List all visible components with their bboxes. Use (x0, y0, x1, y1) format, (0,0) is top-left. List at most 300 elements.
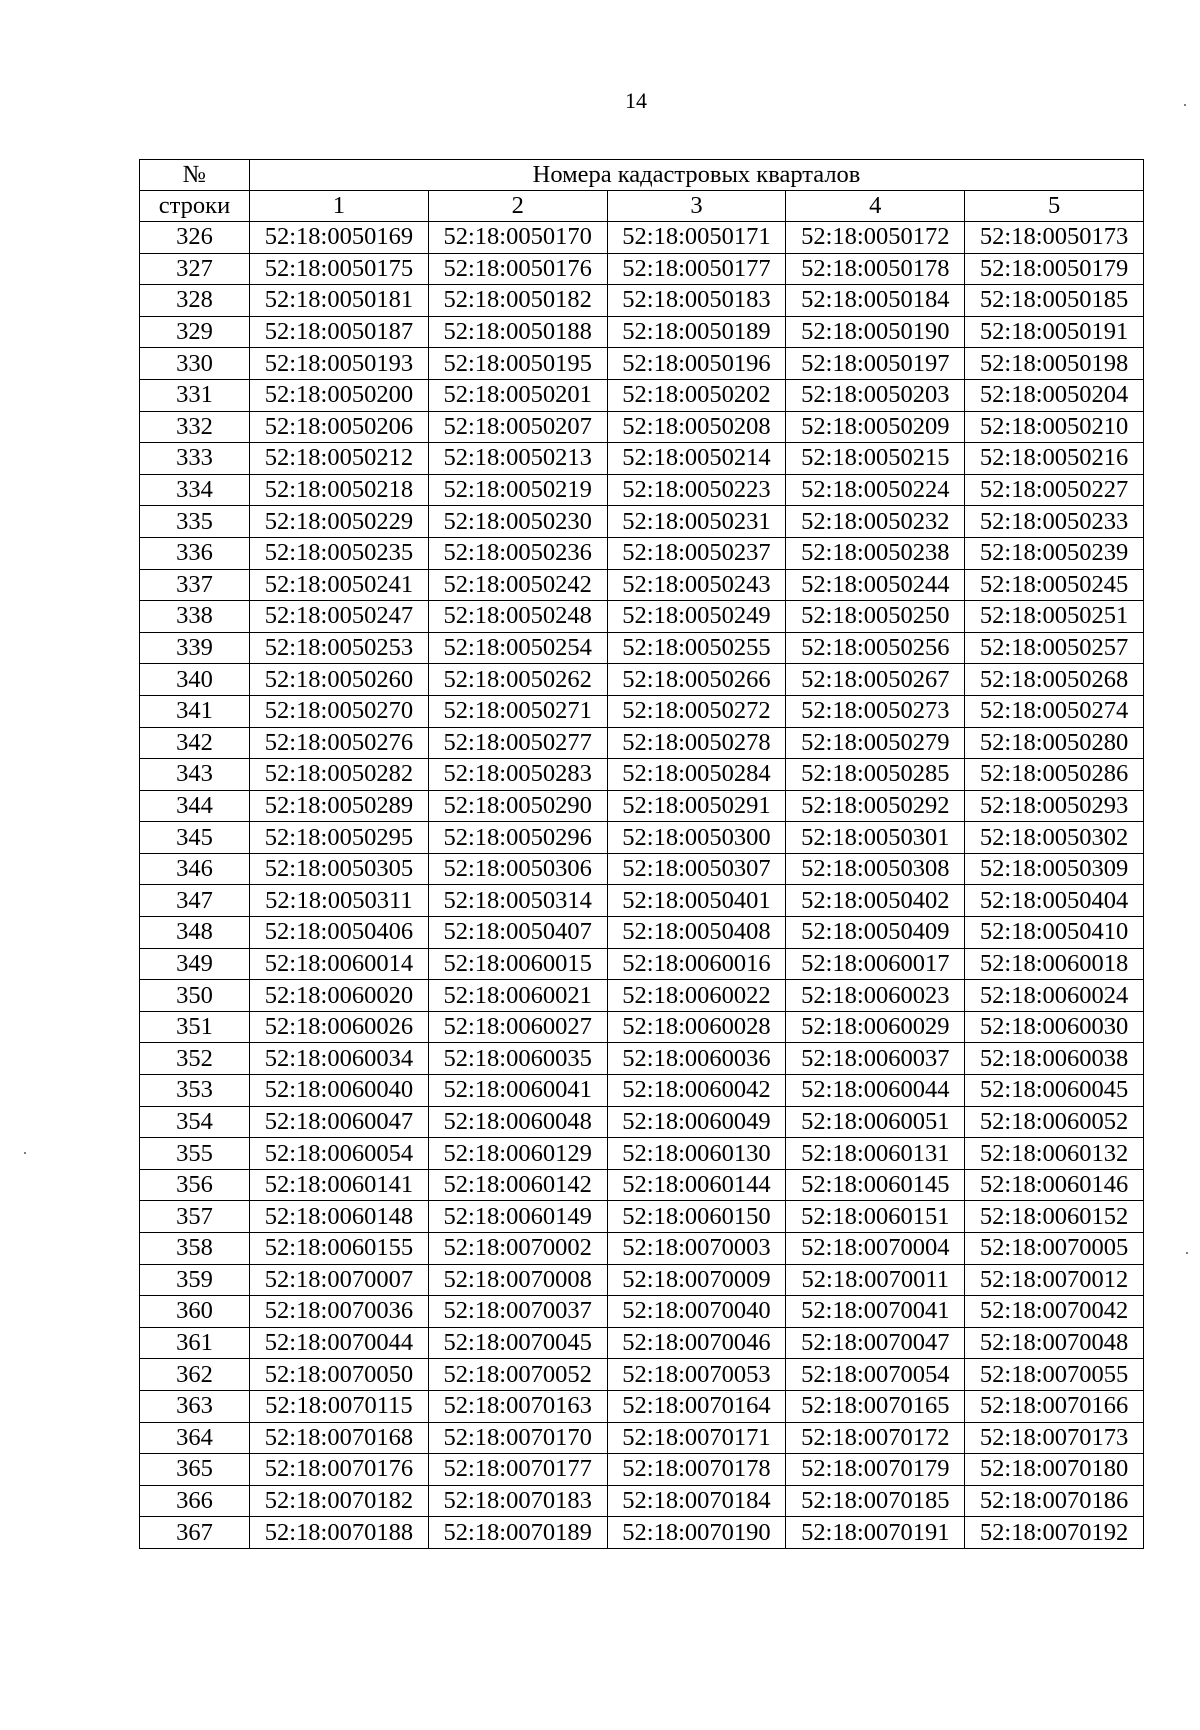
cadastral-number-cell: 52:18:0050169 (250, 222, 429, 254)
row-number: 339 (140, 632, 250, 664)
cadastral-number-cell: 52:18:0050284 (607, 759, 786, 791)
table-row (140, 790, 1144, 822)
cadastral-number-cell: 52:18:0060037 (786, 1043, 965, 1075)
cadastral-number-cell: 52:18:0060014 (250, 948, 429, 980)
cadastral-number-cell: 52:18:0060130 (607, 1138, 786, 1170)
cadastral-number-cell: 52:18:0070046 (607, 1327, 786, 1359)
table-row (140, 853, 1144, 885)
cadastral-number-cell: 52:18:0050277 (428, 727, 607, 759)
cadastral-number-cell: 52:18:0050181 (250, 285, 429, 317)
table-body (140, 222, 1144, 1549)
cadastral-number-cell: 52:18:0050295 (250, 822, 429, 854)
table-row (140, 632, 1144, 664)
cadastral-number-cell: 52:18:0070186 (965, 1485, 1144, 1517)
column-number-1: 1 (250, 191, 429, 222)
table-row (140, 285, 1144, 317)
scan-speck (24, 1152, 26, 1154)
cadastral-number-cell: 52:18:0050289 (250, 790, 429, 822)
column-number-3: 3 (607, 191, 786, 222)
cadastral-number-cell: 52:18:0050407 (428, 917, 607, 949)
cadastral-number-cell: 52:18:0050309 (965, 853, 1144, 885)
cadastral-number-cell: 52:18:0070190 (607, 1517, 786, 1549)
cadastral-number-cell: 52:18:0060041 (428, 1075, 607, 1107)
cadastral-number-cell: 52:18:0050256 (786, 632, 965, 664)
cadastral-number-cell: 52:18:0050245 (965, 569, 1144, 601)
row-number: 363 (140, 1390, 250, 1422)
cadastral-number-cell: 52:18:0050278 (607, 727, 786, 759)
cadastral-number-cell: 52:18:0070007 (250, 1264, 429, 1296)
cadastral-number-cell: 52:18:0050202 (607, 379, 786, 411)
cadastral-number-cell: 52:18:0050215 (786, 443, 965, 475)
cadastral-number-cell: 52:18:0050182 (428, 285, 607, 317)
cadastral-number-cell: 52:18:0070036 (250, 1296, 429, 1328)
cadastral-number-cell: 52:18:0060016 (607, 948, 786, 980)
cadastral-number-cell: 52:18:0050185 (965, 285, 1144, 317)
cadastral-number-cell: 52:18:0050179 (965, 253, 1144, 285)
table-row (140, 253, 1144, 285)
cadastral-number-cell: 52:18:0070041 (786, 1296, 965, 1328)
row-number: 351 (140, 1011, 250, 1043)
table-row (140, 1485, 1144, 1517)
table-row (140, 1454, 1144, 1486)
cadastral-number-cell: 52:18:0050231 (607, 506, 786, 538)
column-number-5: 5 (965, 191, 1144, 222)
cadastral-number-cell: 52:18:0050224 (786, 474, 965, 506)
cadastral-number-cell: 52:18:0070166 (965, 1390, 1144, 1422)
cadastral-number-cell: 52:18:0050219 (428, 474, 607, 506)
table-row (140, 822, 1144, 854)
row-number: 361 (140, 1327, 250, 1359)
cadastral-number-cell: 52:18:0060051 (786, 1106, 965, 1138)
cadastral-number-cell: 52:18:0050283 (428, 759, 607, 791)
cadastral-number-cell: 52:18:0070178 (607, 1454, 786, 1486)
cadastral-number-cell: 52:18:0050188 (428, 316, 607, 348)
cadastral-number-cell: 52:18:0050409 (786, 917, 965, 949)
cadastral-number-cell: 52:18:0060145 (786, 1169, 965, 1201)
cadastral-number-cell: 52:18:0050172 (786, 222, 965, 254)
cadastral-number-cell: 52:18:0060024 (965, 980, 1144, 1012)
cadastral-number-cell: 52:18:0070180 (965, 1454, 1144, 1486)
cadastral-number-cell: 52:18:0050191 (965, 316, 1144, 348)
cadastral-number-cell: 52:18:0070191 (786, 1517, 965, 1549)
row-number: 352 (140, 1043, 250, 1075)
table-row (140, 474, 1144, 506)
cadastral-number-cell: 52:18:0050291 (607, 790, 786, 822)
cadastral-number-cell: 52:18:0050273 (786, 695, 965, 727)
row-number: 364 (140, 1422, 250, 1454)
cadastral-number-cell: 52:18:0070192 (965, 1517, 1144, 1549)
cadastral-number-cell: 52:18:0050204 (965, 379, 1144, 411)
cadastral-number-cell: 52:18:0070042 (965, 1296, 1144, 1328)
cadastral-number-cell: 52:18:0070189 (428, 1517, 607, 1549)
table-row (140, 1296, 1144, 1328)
cadastral-number-cell: 52:18:0050270 (250, 695, 429, 727)
cadastral-number-cell: 52:18:0050311 (250, 885, 429, 917)
row-number: 353 (140, 1075, 250, 1107)
cadastral-number-cell: 52:18:0070182 (250, 1485, 429, 1517)
cadastral-number-cell: 52:18:0070055 (965, 1359, 1144, 1391)
cadastral-number-cell: 52:18:0050183 (607, 285, 786, 317)
cadastral-number-cell: 52:18:0050257 (965, 632, 1144, 664)
table-row (140, 379, 1144, 411)
cadastral-number-cell: 52:18:0050274 (965, 695, 1144, 727)
cadastral-number-cell: 52:18:0060048 (428, 1106, 607, 1138)
row-number: 356 (140, 1169, 250, 1201)
cadastral-number-cell: 52:18:0050212 (250, 443, 429, 475)
cadastral-number-cell: 52:18:0050255 (607, 632, 786, 664)
header-group-title: Номера кадастровых кварталов (250, 160, 1144, 191)
cadastral-number-cell: 52:18:0060038 (965, 1043, 1144, 1075)
cadastral-number-cell: 52:18:0060150 (607, 1201, 786, 1233)
cadastral-number-cell: 52:18:0050404 (965, 885, 1144, 917)
cadastral-number-cell: 52:18:0070012 (965, 1264, 1144, 1296)
cadastral-number-cell: 52:18:0050237 (607, 537, 786, 569)
cadastral-number-cell: 52:18:0050314 (428, 885, 607, 917)
cadastral-number-cell: 52:18:0060042 (607, 1075, 786, 1107)
cadastral-number-cell: 52:18:0050208 (607, 411, 786, 443)
cadastral-number-cell: 52:18:0050253 (250, 632, 429, 664)
row-number: 357 (140, 1201, 250, 1233)
table-row (140, 727, 1144, 759)
row-number: 347 (140, 885, 250, 917)
cadastral-number-cell: 52:18:0060035 (428, 1043, 607, 1075)
cadastral-number-cell: 52:18:0050173 (965, 222, 1144, 254)
cadastral-number-cell: 52:18:0050249 (607, 601, 786, 633)
cadastral-number-cell: 52:18:0050279 (786, 727, 965, 759)
cadastral-number-cell: 52:18:0050406 (250, 917, 429, 949)
cadastral-number-cell: 52:18:0060151 (786, 1201, 965, 1233)
cadastral-number-cell: 52:18:0070002 (428, 1233, 607, 1265)
cadastral-number-cell: 52:18:0050307 (607, 853, 786, 885)
cadastral-number-cell: 52:18:0050247 (250, 601, 429, 633)
cadastral-number-cell: 52:18:0050244 (786, 569, 965, 601)
table-row (140, 1233, 1144, 1265)
table-row (140, 695, 1144, 727)
row-number: 337 (140, 569, 250, 601)
table-row (140, 411, 1144, 443)
cadastral-number-cell: 52:18:0070183 (428, 1485, 607, 1517)
row-number: 362 (140, 1359, 250, 1391)
cadastral-number-cell: 52:18:0050218 (250, 474, 429, 506)
cadastral-number-cell: 52:18:0070177 (428, 1454, 607, 1486)
cadastral-number-cell: 52:18:0060052 (965, 1106, 1144, 1138)
cadastral-number-cell: 52:18:0060040 (250, 1075, 429, 1107)
cadastral-number-cell: 52:18:0060044 (786, 1075, 965, 1107)
row-number: 346 (140, 853, 250, 885)
cadastral-number-cell: 52:18:0050410 (965, 917, 1144, 949)
cadastral-number-cell: 52:18:0050170 (428, 222, 607, 254)
header-row-top (140, 160, 1144, 191)
cadastral-number-cell: 52:18:0050242 (428, 569, 607, 601)
cadastral-number-cell: 52:18:0060018 (965, 948, 1144, 980)
cadastral-number-cell: 52:18:0050230 (428, 506, 607, 538)
cadastral-number-cell: 52:18:0050236 (428, 537, 607, 569)
row-number: 348 (140, 917, 250, 949)
cadastral-number-cell: 52:18:0070052 (428, 1359, 607, 1391)
cadastral-number-cell: 52:18:0070040 (607, 1296, 786, 1328)
cadastral-number-cell: 52:18:0050293 (965, 790, 1144, 822)
cadastral-number-cell: 52:18:0050241 (250, 569, 429, 601)
cadastral-number-cell: 52:18:0050184 (786, 285, 965, 317)
cadastral-quarters-table (139, 159, 1144, 1549)
cadastral-number-cell: 52:18:0050235 (250, 537, 429, 569)
row-number: 340 (140, 664, 250, 696)
cadastral-number-cell: 52:18:0050189 (607, 316, 786, 348)
cadastral-number-cell: 52:18:0070168 (250, 1422, 429, 1454)
table-row (140, 569, 1144, 601)
cadastral-number-cell: 52:18:0060148 (250, 1201, 429, 1233)
cadastral-number-cell: 52:18:0050187 (250, 316, 429, 348)
cadastral-number-cell: 52:18:0060020 (250, 980, 429, 1012)
cadastral-number-cell: 52:18:0060049 (607, 1106, 786, 1138)
cadastral-number-cell: 52:18:0070173 (965, 1422, 1144, 1454)
cadastral-number-cell: 52:18:0050280 (965, 727, 1144, 759)
table-row (140, 443, 1144, 475)
row-number: 367 (140, 1517, 250, 1549)
cadastral-number-cell: 52:18:0050216 (965, 443, 1144, 475)
cadastral-number-cell: 52:18:0050267 (786, 664, 965, 696)
row-number: 344 (140, 790, 250, 822)
row-number: 334 (140, 474, 250, 506)
row-number: 358 (140, 1233, 250, 1265)
table-row (140, 1327, 1144, 1359)
cadastral-number-cell: 52:18:0050223 (607, 474, 786, 506)
cadastral-number-cell: 52:18:0060129 (428, 1138, 607, 1170)
cadastral-number-cell: 52:18:0060021 (428, 980, 607, 1012)
row-number: 328 (140, 285, 250, 317)
table-row (140, 1138, 1144, 1170)
cadastral-number-cell: 52:18:0050305 (250, 853, 429, 885)
cadastral-number-cell: 52:18:0070008 (428, 1264, 607, 1296)
row-number: 330 (140, 348, 250, 380)
header-num-top: № (140, 160, 250, 191)
row-number: 331 (140, 379, 250, 411)
cadastral-number-cell: 52:18:0050292 (786, 790, 965, 822)
cadastral-number-cell: 52:18:0050262 (428, 664, 607, 696)
table-row (140, 948, 1144, 980)
cadastral-number-cell: 52:18:0070115 (250, 1390, 429, 1422)
cadastral-number-cell: 52:18:0050271 (428, 695, 607, 727)
cadastral-number-cell: 52:18:0070037 (428, 1296, 607, 1328)
row-number: 350 (140, 980, 250, 1012)
cadastral-number-cell: 52:18:0060029 (786, 1011, 965, 1043)
row-number: 359 (140, 1264, 250, 1296)
table-row (140, 1201, 1144, 1233)
cadastral-number-cell: 52:18:0050285 (786, 759, 965, 791)
cadastral-number-cell: 52:18:0070009 (607, 1264, 786, 1296)
cadastral-number-cell: 52:18:0060017 (786, 948, 965, 980)
cadastral-number-cell: 52:18:0060146 (965, 1169, 1144, 1201)
cadastral-number-cell: 52:18:0050203 (786, 379, 965, 411)
cadastral-number-cell: 52:18:0050232 (786, 506, 965, 538)
cadastral-number-cell: 52:18:0050193 (250, 348, 429, 380)
cadastral-number-cell: 52:18:0050260 (250, 664, 429, 696)
cadastral-number-cell: 52:18:0050290 (428, 790, 607, 822)
cadastral-number-cell: 52:18:0070184 (607, 1485, 786, 1517)
cadastral-number-cell: 52:18:0050201 (428, 379, 607, 411)
cadastral-number-cell: 52:18:0050276 (250, 727, 429, 759)
table-row (140, 759, 1144, 791)
cadastral-number-cell: 52:18:0060047 (250, 1106, 429, 1138)
cadastral-number-cell: 52:18:0060141 (250, 1169, 429, 1201)
cadastral-number-cell: 52:18:0070171 (607, 1422, 786, 1454)
cadastral-number-cell: 52:18:0050306 (428, 853, 607, 885)
cadastral-number-cell: 52:18:0050176 (428, 253, 607, 285)
cadastral-number-cell: 52:18:0050238 (786, 537, 965, 569)
column-number-4: 4 (786, 191, 965, 222)
cadastral-number-cell: 52:18:0060027 (428, 1011, 607, 1043)
cadastral-number-cell: 52:18:0050177 (607, 253, 786, 285)
cadastral-number-cell: 52:18:0070004 (786, 1233, 965, 1265)
cadastral-number-cell: 52:18:0060149 (428, 1201, 607, 1233)
cadastral-number-cell: 52:18:0050196 (607, 348, 786, 380)
cadastral-number-cell: 52:18:0050209 (786, 411, 965, 443)
row-number: 354 (140, 1106, 250, 1138)
cadastral-number-cell: 52:18:0060015 (428, 948, 607, 980)
cadastral-number-cell: 52:18:0070054 (786, 1359, 965, 1391)
table-row (140, 1169, 1144, 1201)
cadastral-number-cell: 52:18:0070170 (428, 1422, 607, 1454)
cadastral-number-cell: 52:18:0050210 (965, 411, 1144, 443)
cadastral-number-cell: 52:18:0070044 (250, 1327, 429, 1359)
table-row (140, 316, 1144, 348)
cadastral-number-cell: 52:18:0050175 (250, 253, 429, 285)
cadastral-number-cell: 52:18:0060054 (250, 1138, 429, 1170)
row-number: 329 (140, 316, 250, 348)
row-number: 366 (140, 1485, 250, 1517)
cadastral-number-cell: 52:18:0050408 (607, 917, 786, 949)
column-number-2: 2 (428, 191, 607, 222)
cadastral-number-cell: 52:18:0050206 (250, 411, 429, 443)
cadastral-number-cell: 52:18:0050300 (607, 822, 786, 854)
cadastral-number-cell: 52:18:0050214 (607, 443, 786, 475)
row-number: 336 (140, 537, 250, 569)
cadastral-number-cell: 52:18:0050282 (250, 759, 429, 791)
cadastral-number-cell: 52:18:0060045 (965, 1075, 1144, 1107)
row-number: 333 (140, 443, 250, 475)
cadastral-number-cell: 52:18:0060132 (965, 1138, 1144, 1170)
row-number: 341 (140, 695, 250, 727)
table-row (140, 601, 1144, 633)
cadastral-number-cell: 52:18:0050254 (428, 632, 607, 664)
table-row (140, 506, 1144, 538)
cadastral-number-cell: 52:18:0050301 (786, 822, 965, 854)
cadastral-number-cell: 52:18:0070172 (786, 1422, 965, 1454)
cadastral-number-cell: 52:18:0070165 (786, 1390, 965, 1422)
cadastral-number-cell: 52:18:0050402 (786, 885, 965, 917)
cadastral-number-cell: 52:18:0050213 (428, 443, 607, 475)
cadastral-number-cell: 52:18:0070005 (965, 1233, 1144, 1265)
table-row (140, 664, 1144, 696)
row-number: 338 (140, 601, 250, 633)
table-row (140, 222, 1144, 254)
cadastral-number-cell: 52:18:0060152 (965, 1201, 1144, 1233)
table-row (140, 1422, 1144, 1454)
cadastral-number-cell: 52:18:0050207 (428, 411, 607, 443)
cadastral-number-cell: 52:18:0050233 (965, 506, 1144, 538)
header-num-bottom: строки (140, 191, 250, 222)
table-row (140, 1517, 1144, 1549)
cadastral-number-cell: 52:18:0050197 (786, 348, 965, 380)
cadastral-number-cell: 52:18:0050302 (965, 822, 1144, 854)
cadastral-number-cell: 52:18:0050268 (965, 664, 1144, 696)
cadastral-number-cell: 52:18:0060144 (607, 1169, 786, 1201)
table-row (140, 1106, 1144, 1138)
table-row (140, 537, 1144, 569)
cadastral-number-cell: 52:18:0070163 (428, 1390, 607, 1422)
cadastral-number-cell: 52:18:0050250 (786, 601, 965, 633)
cadastral-number-cell: 52:18:0070048 (965, 1327, 1144, 1359)
cadastral-number-cell: 52:18:0070188 (250, 1517, 429, 1549)
cadastral-number-cell: 52:18:0050190 (786, 316, 965, 348)
cadastral-number-cell: 52:18:0070176 (250, 1454, 429, 1486)
cadastral-number-cell: 52:18:0050171 (607, 222, 786, 254)
cadastral-number-cell: 52:18:0050195 (428, 348, 607, 380)
cadastral-number-cell: 52:18:0060022 (607, 980, 786, 1012)
cadastral-number-cell: 52:18:0050266 (607, 664, 786, 696)
cadastral-number-cell: 52:18:0070047 (786, 1327, 965, 1359)
cadastral-number-cell: 52:18:0060030 (965, 1011, 1144, 1043)
cadastral-number-cell: 52:18:0050296 (428, 822, 607, 854)
row-number: 360 (140, 1296, 250, 1328)
cadastral-number-cell: 52:18:0050200 (250, 379, 429, 411)
cadastral-number-cell: 52:18:0060131 (786, 1138, 965, 1170)
page-number: 14 (625, 88, 647, 113)
table-row (140, 1359, 1144, 1391)
cadastral-number-cell: 52:18:0050229 (250, 506, 429, 538)
row-number: 355 (140, 1138, 250, 1170)
cadastral-number-cell: 52:18:0050251 (965, 601, 1144, 633)
row-number: 326 (140, 222, 250, 254)
cadastral-number-cell: 52:18:0060036 (607, 1043, 786, 1075)
table-row (140, 980, 1144, 1012)
cadastral-number-cell: 52:18:0060034 (250, 1043, 429, 1075)
cadastral-number-cell: 52:18:0060142 (428, 1169, 607, 1201)
row-number: 343 (140, 759, 250, 791)
table-row (140, 917, 1144, 949)
cadastral-number-cell: 52:18:0050243 (607, 569, 786, 601)
row-number: 345 (140, 822, 250, 854)
table-row (140, 348, 1144, 380)
row-number: 327 (140, 253, 250, 285)
cadastral-number-cell: 52:18:0050198 (965, 348, 1144, 380)
cadastral-number-cell: 52:18:0070050 (250, 1359, 429, 1391)
cadastral-number-cell: 52:18:0060026 (250, 1011, 429, 1043)
cadastral-number-cell: 52:18:0050286 (965, 759, 1144, 791)
table-row (140, 1043, 1144, 1075)
cadastral-number-cell: 52:18:0050248 (428, 601, 607, 633)
cadastral-number-cell: 52:18:0050308 (786, 853, 965, 885)
cadastral-number-cell: 52:18:0050227 (965, 474, 1144, 506)
table-row (140, 1011, 1144, 1043)
cadastral-number-cell: 52:18:0070164 (607, 1390, 786, 1422)
cadastral-number-cell: 52:18:0070003 (607, 1233, 786, 1265)
cadastral-number-cell: 52:18:0050178 (786, 253, 965, 285)
cadastral-number-cell: 52:18:0070185 (786, 1485, 965, 1517)
row-number: 365 (140, 1454, 250, 1486)
scan-speck (1186, 1252, 1188, 1254)
row-number: 335 (140, 506, 250, 538)
cadastral-number-cell: 52:18:0050272 (607, 695, 786, 727)
cadastral-number-cell: 52:18:0070045 (428, 1327, 607, 1359)
cadastral-number-cell: 52:18:0050401 (607, 885, 786, 917)
table-row (140, 1390, 1144, 1422)
scan-speck (1184, 104, 1186, 106)
cadastral-number-cell: 52:18:0070053 (607, 1359, 786, 1391)
row-number: 342 (140, 727, 250, 759)
cadastral-number-cell: 52:18:0060155 (250, 1233, 429, 1265)
cadastral-number-cell: 52:18:0060023 (786, 980, 965, 1012)
